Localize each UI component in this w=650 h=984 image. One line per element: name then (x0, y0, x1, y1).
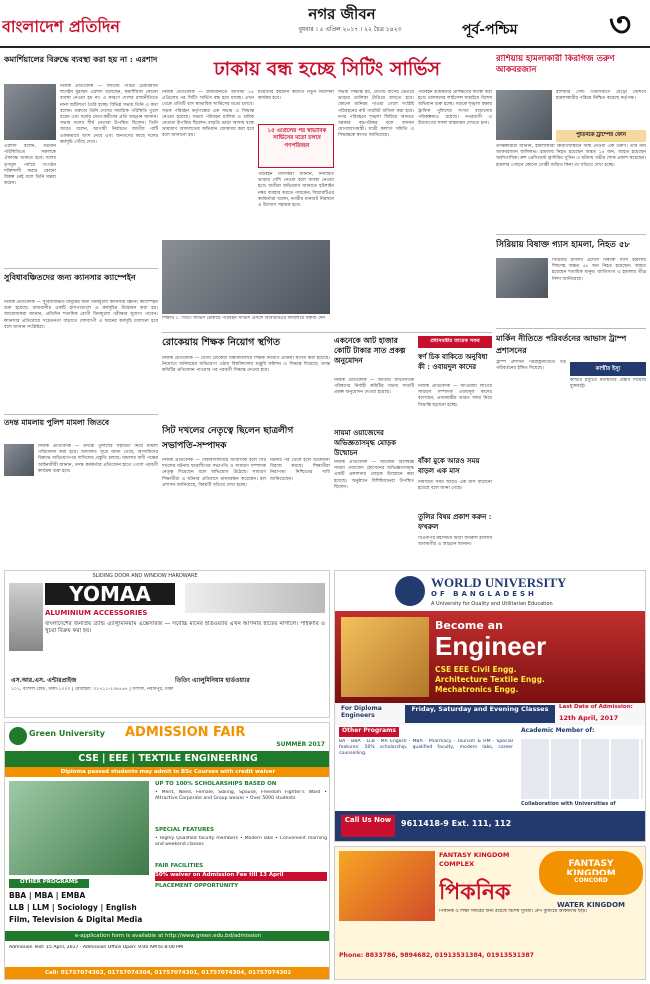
left-mid-headline: সুবিধাবঞ্চিতদের জন্য ক্যানসার ক্যাম্পেইন (4, 272, 136, 282)
fantasy-picnic: পিকনিক (439, 879, 511, 905)
yomaa-contact-left: এস.আর.এস. এন্টারপ্রাইজ (11, 677, 77, 684)
world-logo (395, 576, 425, 606)
world-call-bar[interactable] (335, 811, 646, 841)
world-phone: 9611418-9 Ext. 111, 112 (401, 819, 512, 828)
world-programs-2: Architecture Textile Engg. (435, 675, 545, 684)
green-logo (9, 727, 27, 745)
world-programs-1: CSE EEE Civil Engg. (435, 665, 517, 674)
green-special-body: • Highly Qualified faculty members • Modern labs • Convenient morning and weekend classes (155, 836, 327, 848)
section-title: নগর জীবন (308, 5, 376, 21)
us-body-2: কাশ্মীর ইস্যুতে মধ্যস্থতার প্রস্তাব দিয়েছে যুক্তরাষ্ট্র। (570, 378, 646, 390)
main-body-col1: নিজস্ব প্রতিবেদক — রাজধানীতে আগামী ১৫ এপ্রিলের পর সিটিং সার্ভিস বন্ধ হয়ে যাচ্ছে। এখন থেকে প্রতিটি বাস স্বাভাবিক সার্ভিসের মতো চলবে। সড়ক পরিবহন কর্তৃপক্ষের এক সভায় এ সিদ্ধান্ত নেওয়া হয়েছে। সভায় পরিবহন মালিক ও শ্রমিক নেতারা উপস্থিত ছিলেন। বাড়তি ভাড়া আদায় বন্ধে ভ্রাম্যমাণ আদালতের অভিযান জোরদার করা হবে বলে জানানো হয়। (162, 90, 254, 139)
ershad-photo (4, 84, 56, 140)
green-students-photo (9, 781, 149, 875)
green-special: SPECIAL FEATURES (155, 827, 215, 833)
yomaa-brand: YOMAA (45, 583, 175, 605)
world-other-label: Other Programs (339, 727, 399, 737)
fantasy-name: FANTASY KINGDOM (566, 859, 616, 875)
banka-body: নির্ধারিত সময় আরও এক মাস বাড়ানো হয়েছে বলে জানা গেছে। (418, 480, 492, 492)
green-university-ad[interactable] (4, 722, 330, 980)
obaidul-body: নিজস্ব প্রতিবেদক — আওয়ামী লীগের সাধারণ সম্পাদক ওবায়দুল কাদের বলেছেন, প্রধানমন্ত্রীর ভারত সফর নিয়ে বিভ্রান্তি ছড়ানো হচ্ছে। (418, 384, 492, 408)
green-other-3: Film, Television & Digital Media (9, 915, 143, 924)
world-headline-2: Engineer (435, 631, 547, 661)
green-diploma: Diploma passed students may admit in BSc Courses with credit waiver (5, 767, 330, 777)
syria-photo (496, 258, 548, 298)
world-engineer-photo (341, 617, 429, 697)
left-sub-body: নিজস্ব প্রতিবেদক — তদন্তে পুলিশের সহায়তা নিয়ে মামলা পরিচালনা করা হবে। আদালত সূত্রে জানা গেছে, আসামিদের বিরুদ্ধে অভিযোগপত্র দাখিলের প্রস্তুতি চলছে। মামলার বাদী পক্ষের আইনজীবী জানান, তদন্ত কর্মকর্তার প্রতিবেদন হাতে পেলে পরবর্তী কার্যক্রম শুরু হবে। (38, 444, 158, 474)
yomaa-address: ১০১, বংশাল রোড, ঢাকা-১০০০ | মোবাইল: ০১৭১১-২৩৪৫৬৭ | বংশাল, নবাবপুর, ঢাকা (11, 687, 174, 692)
world-academic-member: Academic Member of: (521, 727, 595, 734)
ecnec-column-title: একনেকে আট হাজার কোটি টাকার সাত প্রকল্প অনুমোদন (334, 336, 406, 365)
saima-headline: সায়মা ওয়াজেদের অভিজ্ঞতাসমৃদ্ধ মোড়ক উন্মোচন (334, 428, 396, 457)
rokeya-headline: রোকেয়ায় শিক্ষক নিয়োগ স্থগিত (162, 337, 280, 348)
green-other-2: LLB | LLM | Sociology | English (9, 903, 137, 912)
main-body-col2: যাত্রীদের হয়রানি কমাতে নতুন নির্দেশনা কার্যকর হবে। (258, 90, 334, 102)
section-bar (418, 336, 492, 348)
green-season: SUMMER 2017 (276, 741, 325, 748)
fakhrul-body: বিএনপির মহাসচিব মির্জা ফখরুল ইসলাম আলমগীর এ আহ্বান জানান। (418, 536, 492, 548)
region-label: পূর্ব-পশ্চিম (462, 22, 518, 38)
fantasy-complex: FANTASY KINGDOM COMPLEX (439, 851, 510, 868)
yomaa-body: বাংলাদেশের জনপ্রিয় ব্র্যান্ড এ্যালুমিনিয়াম এক্সেসরিজ — সর্বোচ্চ মানের হার্ডওয়্যার এখন আপনার হাতের নাগালে। পাইকারি ও খুচরা বিক্রয় করা হয়। (45, 621, 325, 635)
left-top-headline: কমার্শিয়ালের বিরুদ্ধে ব্যবস্থা করা হয় না : এরশাদ (4, 54, 158, 64)
world-classes: Friday, Saturday and Evening Classes (405, 705, 555, 723)
world-motto: A University for Quality and Utilitarian Education (431, 601, 553, 607)
world-diploma-row (335, 703, 646, 725)
green-banner: ADMISSION FAIR (125, 725, 246, 740)
fantasy-water: WATER KINGDOM (556, 901, 626, 909)
fakhrul-headline: তুলির বিষয় প্রকাশ করুন : ফখরুল (418, 512, 492, 531)
world-for-diploma: For Diploma Engineers (341, 705, 382, 719)
world-member-logos (521, 739, 643, 799)
green-scholar: UP TO 100% SCHOLARSHIPS BASED ON (155, 781, 277, 787)
us-body: ট্রাম্প প্রশাসন পররাষ্ট্রনীতিতে বড় পরিবর্তনের ইঙ্গিত দিয়েছে। (496, 360, 566, 372)
fantasy-kingdom-ad[interactable] (334, 846, 646, 980)
city-body-2: ঘটনার পর থেকে হলে উত্তেজনা বিরাজ করছে। শিক্ষার্থীরা নিরাপত্তা নিশ্চিতের দাবি জানিয়েছেন। (270, 458, 330, 482)
left-top-body: নিজস্ব প্রতিবেদক — জাতীয় পার্টির চেয়ারম্যান হুসেইন মুহাম্মদ এরশাদ বলেছেন, কমার্শিয়াল কোনো ব্যবস্থা নেওয়া হয় না। এ কারণে দেশের রাজনীতিতে নানা জটিলতা তৈরি হচ্ছে। বিভিন্ন সভায় তিনি এ কথা বলেন। বক্তব্যে তিনি দেশের সামগ্রিক পরিস্থিতি তুলে ধরেন এবং দলের নেতা-কর্মীদের প্রতি আহ্বান জানান। সভায় দলের শীর্ষ নেতারা উপস্থিত ছিলেন। তিনি আরও বলেন, আগামী নির্বাচনে জাতীয় পার্টি এককভাবে অংশ নেবে এবং জনগণের কাছে দলের কর্মসূচি পৌঁছে দেবে। (60, 84, 158, 145)
syria-headline: সিরিয়ায় বিষাক্ত গ্যাস হামলা, নিহত ৫৮ (496, 240, 630, 250)
fantasy-phone: Phone: 8833786, 9894682, 01913531384, 01913531387 (339, 952, 534, 959)
green-waiver: 50% waiver on Admission Fee till 13 April (155, 872, 327, 881)
green-app[interactable]: e-application form is available at http://www.green.edu.bd/admission (5, 931, 330, 941)
green-placement: PLACEMENT OPPORTUNITY (155, 883, 239, 889)
green-other-1: BBA | MBA | EMBA (9, 891, 86, 900)
rokeya-body: নিজস্ব প্রতিবেদক — বেগম রোকেয়া বিশ্ববিদ্যালয়ে শিক্ষক নিয়োগ প্রক্রিয়া স্থগিত করা হয়েছে। নিয়োগে অনিয়মের অভিযোগ ওঠায় বিশ্ববিদ্যালয় মঞ্জুরি কমিশন এ সিদ্ধান্ত দিয়েছে। তদন্ত কমিটির প্রতিবেদন পাওয়ার পর পরবর্তী সিদ্ধান্ত নেওয়া হবে। (162, 356, 330, 374)
banka-headline: বাঁকা মুকে আরও সময় বাড়ল এক মাস (418, 456, 480, 475)
world-collab: Collaboration with Universities of (521, 801, 616, 807)
us-headline: মার্কিন নীতিতে পরিবর্তনের আভাস ট্রাম্প প্রশাসনের (496, 333, 627, 355)
saima-body: নিজস্ব প্রতিবেদক — অটিজম বিশেষজ্ঞ সায়মা ওয়াজেদ হোসেনের অভিজ্ঞতাসমৃদ্ধ একটি প্রকাশনার মোড়ক উন্মোচন করা হয়েছে। অনুষ্ঠানে বিশিষ্টজনেরা উপস্থিত ছিলেন। (334, 460, 414, 490)
world-programs-3: Mechatronics Engg. (435, 685, 519, 694)
yomaa-ad[interactable] (4, 570, 330, 718)
green-fair: FAIR FACILITIES (155, 863, 204, 869)
world-banner (335, 611, 646, 703)
fantasy-rides-photo (339, 851, 435, 921)
world-deadline-label: Last Date of Admission: (559, 704, 633, 710)
yomaa-tagline: SLIDING DOOR AND WINDOW HARDWARE (92, 573, 198, 579)
masthead (0, 0, 650, 48)
green-programs: CSE | EEE | TEXTILE ENGINEERING (5, 751, 330, 767)
fantasy-logo (539, 851, 643, 895)
city-body: নিজস্ব প্রতিবেদক — বিশ্ববিদ্যালয়ের আবাসিক হলে সিট দখলের ঘটনায় ছাত্রলীগের সভাপতি ও সাধারণ সম্পাদক নেতৃত্ব দিয়েছেন বলে অভিযোগ উঠেছে। সাধারণ শিক্ষার্থীরা এ ঘটনার প্রতিবাদে মানববন্ধন করেছেন। হল প্রশাসন জানিয়েছে, বিষয়টি খতিয়ে দেখা হচ্ছে। (162, 458, 266, 488)
russia-body-2: তদন্তকারীরা জানান, হামলাকারী কিরগিজস্তানে জন্ম নেওয়া এক তরুণ। তার নাম আকবরজান জলিলভ। হামলায় নিহত হয়েছেন অন্তত ১৪ জন, আহত হয়েছেন অর্ধশতাধিক। রুশ প্রেসিডেন্ট ভ্লাদিমির পুতিন এ ঘটনায় গভীর শোক প্রকাশ করেছেন। হামলার পেছনে কোনো গোষ্ঠী জড়িত কিনা তা খতিয়ে দেখা হচ্ছে। (496, 144, 646, 168)
russia-headline-text: রাশিয়ায় হামলাকারী কিরগিজ তরুণ আকবরজান (496, 54, 615, 75)
world-university-ad[interactable] (334, 570, 646, 842)
section-bar-label: প্রধানমন্ত্রীর তারেক সফর (430, 338, 480, 344)
main-photo (162, 240, 330, 314)
green-contact: Cell: 01757074302, 01757074304, 01757074301, 01757074304, 01757074302 (5, 967, 330, 979)
kashmir-box (570, 362, 646, 376)
green-other-label: OTHER PROGRAMS (9, 879, 89, 888)
main-photo-caption: শিক্ষার্থ ১. সিটিং সার্ভিস চৌকাঠি পরিবহন সার্ভিস প্রসঙ্গে বিআরটিএর কার্যালয়ে বক্তব্য দেন (162, 316, 326, 321)
world-headline: Become an (435, 619, 503, 632)
yomaa-line1: ALUMINIUM ACCESSORIES (45, 609, 148, 617)
syria-body: সিরিয়ার ইদলিব প্রদেশে বিষাক্ত গ্যাস হামলায় শিশুসহ অন্তত ৫৮ জন নিহত হয়েছেন। আহত হয়েছেন শতাধিক মানুষ। জাতিসংঘ এ হামলার তীব্র নিন্দা জানিয়েছে। (552, 258, 646, 282)
green-scholar-body: • Merit, Need, Female, Sibling, Spouse, Freedom Fighter's Ward • Attractive Corporate and Group waiver • Over 5000 students (155, 790, 327, 802)
fantasy-sub: CONCORD (574, 877, 608, 884)
green-dates: Admission Test: 15 April, 2017 · Admission Office Open: 9:00 AM to 8:00 PM (9, 945, 183, 950)
world-other-programs (335, 727, 515, 807)
world-header (335, 571, 646, 611)
main-quote-box (258, 124, 334, 168)
paper-name: বাংলাদেশ প্রতিদিন (2, 17, 120, 36)
world-deadline: 12th April, 2017 (559, 714, 619, 722)
world-other-body: BA · BBA · LLB · MA English · MBA · Pharmacy · Tourism & HM · Special features: 50% scholarship, qualified faculty, modern labs, career counselling. (339, 739, 513, 757)
yomaa-contact-right: তিতিং এ্যালুমিনিয়াম হার্ডওয়্যার (175, 677, 250, 684)
city-headline: সিট দখলের নেতৃত্বে ছিলেন ছাত্রলীগ সভাপতি-সম্পাদক (162, 426, 294, 451)
world-title: WORLD UNIVERSITY (431, 575, 567, 590)
reporter-photo (4, 444, 34, 476)
left-top-body-2: এরশাদ বলেন, বর্তমান পরিস্থিতিতে সকলকে ঐক্যবদ্ধ থাকতে হবে। দলের তৃণমূল পর্যায়ে সংগঠন শক্তিশালী করার কোনো বিকল্প নেই বলে তিনি মন্তব্য করেন। (4, 144, 56, 187)
main-headline: ঢাকায় বন্ধ হচ্ছে সিটিং সার্ভিস (213, 58, 441, 80)
world-call-label: Call Us Now (341, 815, 395, 837)
yomaa-hardware-photo (185, 583, 325, 613)
ecnec-body: নিজস্ব প্রতিবেদক — জাতীয় অর্থনৈতিক পরিষদের নির্বাহী কমিটির সভায় সাতটি প্রকল্প অনুমোদন দেওয়া হয়েছে। (334, 378, 414, 396)
main-quote-text: ১৫ এপ্রিলের পর স্বাভাবিক সার্ভিসের মতো চলবে গণপরিবহন (267, 128, 327, 149)
main-body-col3: সভায় সিদ্ধান্ত হয়, প্রতিটি বাসের ভেতরে ভাড়ার তালিকা টাঙিয়ে রাখতে হবে। কোনো অনিয়ম পাওয়া গেলে সংশ্লিষ্ট পরিবহনের রুট পারমিট বাতিল করা হবে। নগর পরিবহনে শৃঙ্খলা ফিরিয়ে আনতে সরকার বদ্ধপরিকর বলে জানান যোগাযোগমন্ত্রী। যাত্রী কল্যাণ সমিতি এ সিদ্ধান্তকে স্বাগত জানিয়েছে। (338, 90, 414, 139)
fantasy-body: পিকনিক ও শিক্ষা সফরের জন্য রয়েছে বিশেষ সুবিধা। গ্রুপ বুকিংয়ে আকর্ষণীয় ছাড়। (439, 909, 588, 914)
main-body-col2b: পরিবহন মালিকরা জানান, নির্ধারিত ভাড়ার বেশি নেওয়া হলে ব্যবস্থা নেওয়া হবে। যাত্রীরা অভিযোগ জানাতে হটলাইন নম্বর ব্যবহার করতে পারবেন। বিআরটিএর কর্মকর্তারা বলেন, নগরীর যানজট নিরসনে এ উদ্যোগ সহায়ক হবে। (258, 172, 334, 209)
russia-body: রাশিয়ার সেন্ট পিটার্সবার্গে মেট্রো স্টেশনে হামলাকারীর পরিচয় নিশ্চিত করেছে কর্তৃপক্ষ। (556, 90, 646, 102)
left-sub-headline: তদন্ত মামলায় পুলিশ মামলা জিতবে (4, 418, 110, 427)
yomaa-product-photo (9, 583, 43, 651)
left-mid-body: নিজস্ব প্রতিবেদক — সুবিধাবঞ্চিত মানুষের জন্য বিনামূল্যে ক্যানসার স্ক্রিনিং ক্যাম্পেইন শুরু হয়েছে। রাজধানীর একটি হাসপাতালে এ কর্মসূচির উদ্বোধন করা হয়। আয়োজকরা জানান, প্রতিদিন শতাধিক রোগী বিনামূল্যে পরীক্ষার সুযোগ পাবেন। ক্যানসার প্রতিরোধে সচেতনতা বাড়াতে দেশব্যাপী এ ধরনের কর্মসূচি চালানো হবে বলে জানান সংশ্লিষ্টরা। (4, 300, 158, 330)
putin-box-label: পুতিনকে ট্রাম্পের ফোন (576, 132, 626, 138)
obaidul-headline: স্বর্ণ চিক বাকিতে অনুবিধা কী : ওবায়দুল কাদের (418, 352, 488, 371)
page-number: ৩ (608, 6, 632, 44)
main-body-col4: পরিবহন শ্রমিকদের প্রশিক্ষণের ব্যবস্থা করা হবে। চালকদের লাইসেন্স যাচাইয়ে বিশেষ অভিযান শুরু হচ্ছে। সড়কে শৃঙ্খলা রক্ষায় ট্রাফিক পুলিশের সংখ্যা বাড়ানোর পরিকল্পনাও রয়েছে। নগরবাসী এ উদ্যোগের সফল বাস্তবায়ন দেখতে চান। (418, 90, 492, 127)
world-subtitle: OF BANGLADESH (431, 590, 537, 598)
green-name: Green University (29, 729, 105, 738)
russia-photo (496, 90, 552, 140)
putin-box (556, 130, 646, 142)
date-line: বুধবার । ৫ এপ্রিল ২০১৭ । ২২ চৈত্র ১৪২৩ (298, 26, 402, 33)
kashmir-box-label: কাশ্মীর ইস্যু (595, 366, 621, 372)
